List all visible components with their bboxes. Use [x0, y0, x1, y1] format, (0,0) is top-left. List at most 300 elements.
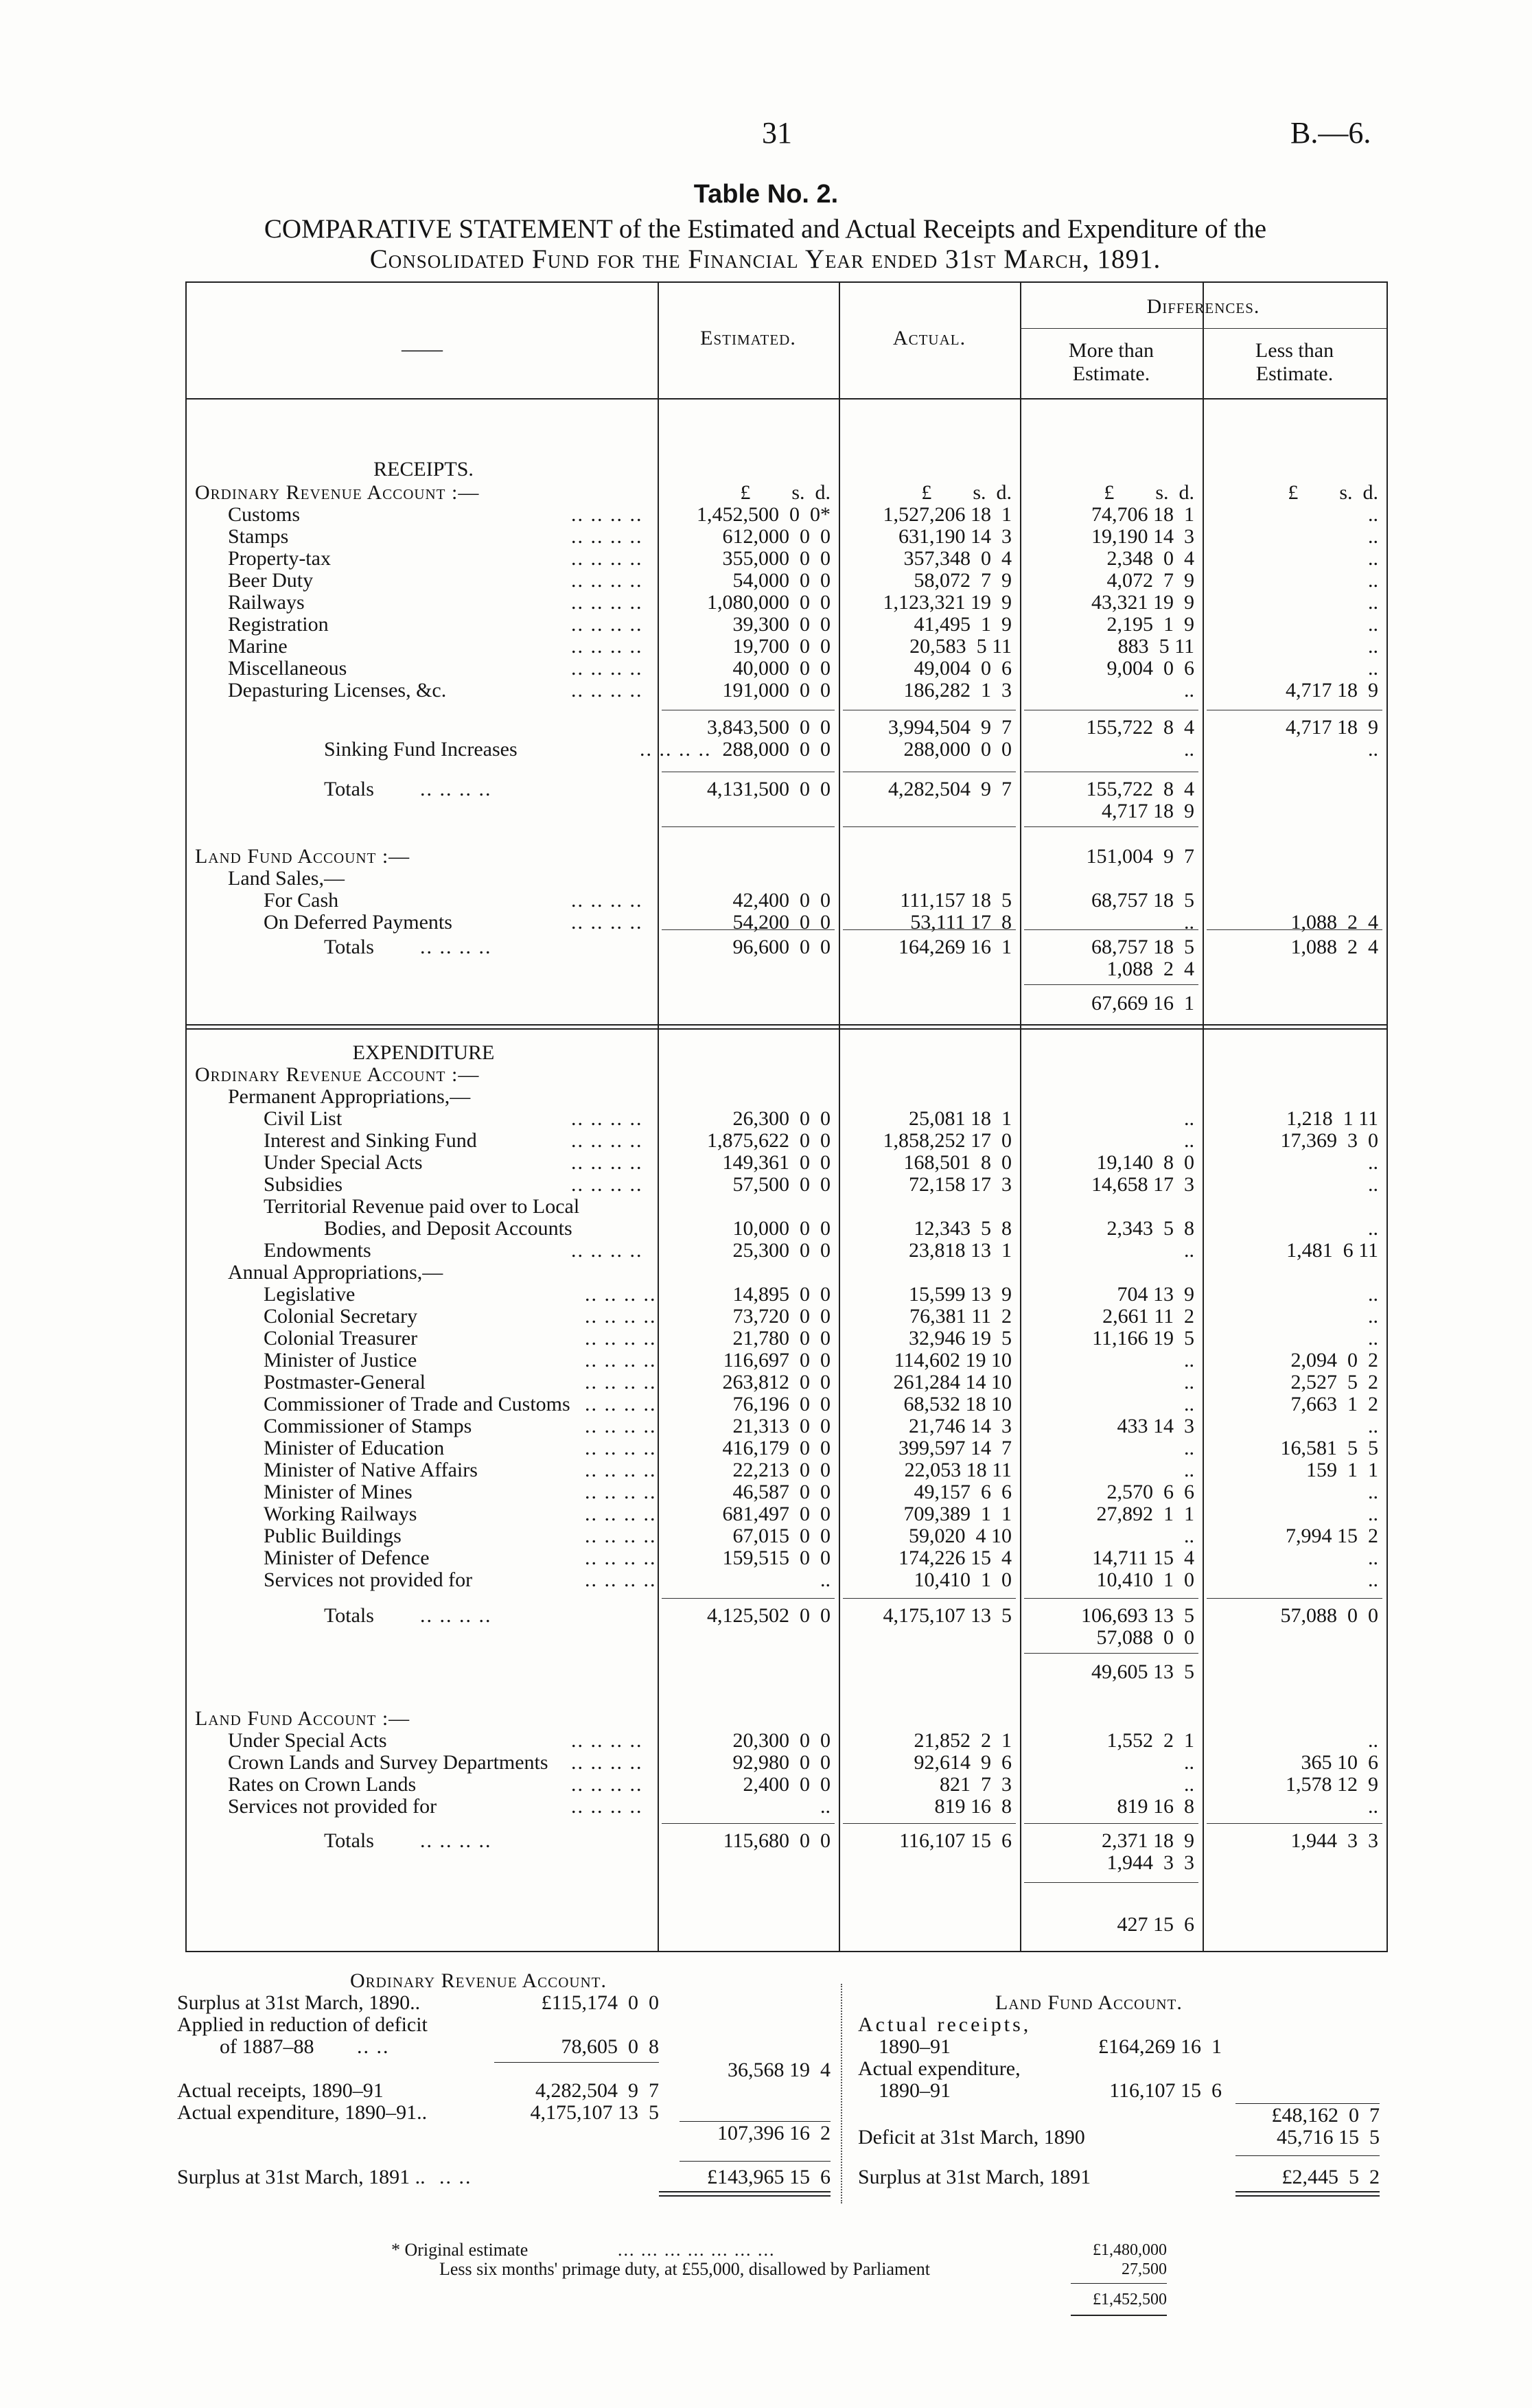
est-cell: 21,780 0 0 — [732, 1327, 831, 1350]
act-cell: 49,004 0 6 — [914, 657, 1012, 680]
row-label: Miscellaneous — [228, 657, 347, 680]
receipts-totals-row — [187, 778, 1386, 800]
summary-double-rule — [659, 2195, 831, 2197]
more-cell: .. — [1184, 911, 1194, 934]
act-cell: 76,381 11 2 — [909, 1305, 1012, 1328]
leader-dots: .. .. .. .. — [571, 1107, 643, 1130]
annual-row — [187, 1371, 1386, 1393]
est-cell: 2,400 0 0 — [743, 1773, 831, 1796]
est-cell: 355,000 0 0 — [722, 547, 831, 570]
act-cell: 164,269 16 1 — [898, 936, 1012, 958]
less-cell: .. — [1368, 591, 1378, 614]
more-cell: 1,088 2 4 — [1106, 958, 1194, 980]
less-cell: 2,094 0 2 — [1290, 1349, 1378, 1371]
land-exp-totals-row — [187, 1830, 1386, 1852]
territorial-row — [187, 1218, 1386, 1240]
less-cell: 1,944 3 3 — [1290, 1829, 1378, 1852]
summary-value: 4,282,504 9 7 — [535, 2079, 659, 2102]
less-cell: .. — [1368, 547, 1378, 570]
heading-line-1: COMPARATIVE STATEMENT of the Estimated and Actual Receipts and Expenditure of the — [264, 214, 1267, 244]
less-cell: .. — [1368, 503, 1378, 526]
more-cell: 14,711 15 4 — [1092, 1547, 1194, 1569]
row-label: Minister of Education — [264, 1437, 445, 1459]
leader-dots: .. .. .. .. — [571, 1173, 643, 1196]
leader-dots: .. .. .. .. — [585, 1459, 657, 1481]
more-cell: 155,722 8 4 — [1086, 716, 1194, 739]
summary-line: Actual expenditure, 1890–91.. — [177, 2101, 428, 2124]
act-cell: 357,348 0 4 — [903, 547, 1012, 570]
more-cell: 67,669 16 1 — [1091, 992, 1194, 1015]
row-label: Minister of Mines — [264, 1481, 413, 1503]
less-cell: .. — [1368, 1568, 1378, 1591]
row-label: Land Fund Account :— — [195, 1707, 410, 1730]
row-label: Territorial Revenue paid over to Local — [264, 1195, 580, 1218]
summary-line: 1890–91 — [879, 2079, 951, 2102]
row-label: Interest and Sinking Fund — [264, 1129, 477, 1152]
section-heading — [187, 1262, 1386, 1284]
est-cell: 40,000 0 0 — [732, 657, 831, 680]
more-cell: .. — [1184, 679, 1194, 702]
more-cell: 2,570 6 6 — [1106, 1481, 1194, 1503]
summary-value: 4,175,107 13 5 — [530, 2101, 659, 2124]
est-cell: 67,015 0 0 — [732, 1525, 831, 1547]
summary-value: 107,396 16 2 — [717, 2122, 831, 2144]
act-cell: 21,746 14 3 — [909, 1415, 1012, 1437]
leader-dots: .. .. — [439, 2166, 472, 2188]
less-cell: .. — [1368, 1217, 1378, 1240]
more-cell: 106,693 13 5 — [1081, 1604, 1194, 1627]
leader-dots: .. .. .. .. — [420, 936, 492, 958]
summary-value: 36,568 19 4 — [728, 2059, 831, 2081]
leader-dots: .. .. .. .. — [571, 1239, 643, 1262]
receipts-expenditure-divider — [187, 1024, 1386, 1030]
less-cell: .. — [1368, 1481, 1378, 1503]
summary-value: £164,269 16 1 — [1098, 2035, 1222, 2058]
summary-line: Actual receipts, — [858, 2013, 1032, 2036]
act-cell: 399,597 14 7 — [898, 1437, 1012, 1459]
act-cell: 819 16 8 — [934, 1795, 1012, 1818]
row-label: Civil List — [264, 1107, 343, 1130]
more-cell: 10,410 1 0 — [1096, 1568, 1194, 1591]
summary-line: of 1887–88 — [220, 2035, 314, 2058]
est-cell: 42,400 0 0 — [732, 889, 831, 912]
summary-double-rule — [1235, 2195, 1380, 2197]
sum-rule — [843, 1598, 1016, 1599]
footnote-rule — [1071, 2283, 1167, 2284]
header-more: More than Estimate. — [1068, 339, 1154, 385]
est-cell: 76,196 0 0 — [732, 1393, 831, 1415]
more-cell: .. — [1184, 1349, 1194, 1371]
header-dash: —— — [402, 338, 443, 360]
row-label: Land Fund Account :— — [195, 845, 410, 868]
more-cell: .. — [1184, 1107, 1194, 1130]
sum-rule — [1024, 1598, 1198, 1599]
summary-value: £143,965 15 6 — [707, 2166, 831, 2188]
more-cell: 27,892 1 1 — [1096, 1503, 1194, 1525]
permanent-row — [187, 1152, 1386, 1174]
annual-row — [187, 1306, 1386, 1328]
receipt-row — [187, 504, 1386, 526]
less-cell: 7,663 1 2 — [1290, 1393, 1378, 1415]
less-cell: 1,218 1 11 — [1286, 1107, 1378, 1130]
sum-rule — [1024, 1653, 1198, 1654]
est-cell: 92,980 0 0 — [732, 1751, 831, 1774]
est-cell: 21,313 0 0 — [732, 1415, 831, 1437]
more-cell: 4,717 18 9 — [1102, 800, 1194, 822]
less-cell: 17,369 3 0 — [1280, 1129, 1378, 1152]
land-totals-row — [187, 936, 1386, 958]
est-cell: 1,080,000 0 0 — [707, 591, 831, 614]
row-label: Beer Duty — [228, 569, 314, 592]
footnote-line: Less six months' primage duty, at £55,000, disallowed by Parliament — [439, 2259, 931, 2279]
est-cell: 19,700 0 0 — [732, 635, 831, 658]
act-cell: 59,020 4 10 — [909, 1525, 1012, 1547]
less-cell: .. — [1368, 657, 1378, 680]
less-cell: .. — [1368, 1729, 1378, 1752]
less-cell: .. — [1368, 1151, 1378, 1174]
less-cell: .. — [1368, 1173, 1378, 1196]
more-cell: .. — [1184, 1129, 1194, 1152]
more-cell: £ s. d. — [1104, 481, 1194, 504]
row-label: Minister of Native Affairs — [264, 1459, 478, 1481]
more-cell: 11,166 19 5 — [1092, 1327, 1194, 1350]
sum-rule — [1024, 929, 1198, 930]
leader-dots: .. .. .. .. — [585, 1481, 657, 1503]
more-cell: .. — [1184, 1371, 1194, 1393]
act-cell: 114,602 19 10 — [894, 1349, 1012, 1371]
less-cell: 1,578 12 9 — [1286, 1773, 1378, 1796]
less-cell: 7,994 15 2 — [1286, 1525, 1378, 1547]
leader-dots: .. .. .. .. — [420, 1604, 492, 1627]
est-cell: 54,200 0 0 — [732, 911, 831, 934]
more-cell: 57,088 0 0 — [1096, 1626, 1194, 1649]
act-cell: 22,053 18 11 — [904, 1459, 1012, 1481]
statement-heading — [137, 214, 1393, 275]
row-label: Postmaster-General — [264, 1371, 426, 1393]
est-cell: 57,500 0 0 — [732, 1173, 831, 1196]
est-cell: 116,697 0 0 — [723, 1349, 831, 1371]
less-cell: 365 10 6 — [1301, 1751, 1378, 1774]
annual-row — [187, 1393, 1386, 1415]
more-cell: .. — [1184, 1773, 1194, 1796]
less-cell: 16,581 5 5 — [1280, 1437, 1378, 1459]
act-cell: 4,282,504 9 7 — [888, 778, 1012, 800]
less-cell: .. — [1368, 525, 1378, 548]
receipt-row — [187, 548, 1386, 570]
summary-line: Surplus at 31st March, 1890.. — [177, 1991, 421, 2014]
row-label: Colonial Treasurer — [264, 1327, 418, 1350]
leader-dots: .. .. .. .. — [585, 1327, 657, 1350]
row-label: Sinking Fund Increases — [324, 738, 518, 761]
sum-rule — [843, 1823, 1016, 1824]
less-cell: .. — [1368, 1795, 1378, 1818]
land-sales-row — [187, 912, 1386, 934]
act-cell: 3,994,504 9 7 — [888, 716, 1012, 739]
act-cell: 1,527,206 18 1 — [883, 503, 1012, 526]
row-label: Land Sales,— — [228, 867, 345, 890]
row-label: Property-tax — [228, 547, 331, 570]
act-cell: 25,081 18 1 — [909, 1107, 1012, 1130]
row-label: Minister of Justice — [264, 1349, 417, 1371]
more-cell: 433 14 3 — [1117, 1415, 1194, 1437]
est-cell: 416,179 0 0 — [722, 1437, 831, 1459]
annual-row — [187, 1569, 1386, 1591]
annual-row — [187, 1328, 1386, 1350]
annual-row — [187, 1525, 1386, 1547]
leader-dots: .. .. .. .. — [571, 635, 643, 658]
table-title: Table No. 2. — [693, 180, 839, 209]
heading-line-2: Consolidated Fund for the Financial Year ended 31st March, 1891. — [369, 244, 1161, 274]
less-cell: .. — [1368, 1283, 1378, 1306]
row-label: Commissioner of Stamps — [264, 1415, 472, 1437]
permanent-row — [187, 1108, 1386, 1130]
leader-dots: .. .. .. .. — [571, 525, 643, 548]
est-cell: 115,680 0 0 — [723, 1829, 831, 1852]
summary-value: 45,716 15 5 — [1277, 2126, 1380, 2149]
more-cell: 819 16 8 — [1117, 1795, 1194, 1818]
summary-line: 1890–91 — [879, 2035, 951, 2058]
est-cell: 149,361 0 0 — [722, 1151, 831, 1174]
summary-line: Surplus at 31st March, 1891 — [858, 2166, 1091, 2188]
more-cell: 2,195 1 9 — [1106, 613, 1194, 636]
more-cell: 43,321 19 9 — [1091, 591, 1194, 614]
summary-value: £48,162 0 7 — [1271, 2104, 1380, 2127]
less-cell: .. — [1368, 635, 1378, 658]
annual-row — [187, 1481, 1386, 1503]
annual-row — [187, 1459, 1386, 1481]
expenditure-net-row — [187, 1661, 1386, 1683]
header-less: Less than Estimate. — [1255, 339, 1334, 385]
diff-header-rule — [1020, 328, 1386, 329]
leader-dots: .. .. .. .. — [585, 1349, 657, 1371]
leader-dots: .. .. .. .. — [420, 778, 492, 800]
sum-rule — [662, 1823, 835, 1824]
act-cell: 32,946 19 5 — [909, 1327, 1012, 1350]
sum-rule — [1024, 1882, 1198, 1883]
summary-value: 78,605 0 8 — [561, 2035, 659, 2058]
est-cell: £ s. d. — [740, 481, 831, 504]
land-totals-row-2 — [187, 958, 1386, 980]
footnote-line: * Original estimate — [391, 2240, 529, 2260]
act-cell: 58,072 7 9 — [914, 569, 1012, 592]
leader-dots: .. .. .. .. — [571, 1151, 643, 1174]
act-cell: 68,532 18 10 — [903, 1393, 1012, 1415]
less-cell: .. — [1368, 613, 1378, 636]
more-cell: .. — [1184, 1525, 1194, 1547]
leader-dots: .. .. .. .. — [585, 1283, 657, 1306]
leader-dots: .. .. .. .. — [585, 1415, 657, 1437]
row-label: RECEIPTS. — [373, 458, 474, 481]
row-label: Legislative — [264, 1283, 356, 1306]
footnote-double-rule — [1071, 2315, 1167, 2316]
section-heading — [187, 868, 1386, 890]
receipt-row — [187, 658, 1386, 680]
est-cell: 46,587 0 0 — [732, 1481, 831, 1503]
act-cell: 12,343 5 8 — [914, 1217, 1012, 1240]
est-cell: 4,131,500 0 0 — [707, 778, 831, 800]
act-cell: 288,000 0 0 — [903, 738, 1012, 761]
less-cell: .. — [1368, 1327, 1378, 1350]
annual-row — [187, 1284, 1386, 1306]
row-label: For Cash — [264, 889, 339, 912]
more-cell: .. — [1184, 738, 1194, 761]
summary-rule — [494, 2062, 659, 2063]
header-estimated: Estimated. — [700, 327, 796, 349]
more-cell: 4,072 7 9 — [1106, 569, 1194, 592]
leader-dots: .. .. .. .. — [585, 1371, 657, 1393]
act-cell: 1,858,252 17 0 — [883, 1129, 1012, 1152]
section-heading — [187, 1708, 1386, 1730]
less-cell: 2,527 5 2 — [1290, 1371, 1378, 1393]
est-cell: 1,452,500 0 0* — [697, 503, 831, 526]
est-cell: 4,125,502 0 0 — [707, 1604, 831, 1627]
summary-value: £115,174 0 0 — [541, 1991, 659, 2014]
more-cell: 19,140 8 0 — [1096, 1151, 1194, 1174]
row-label: Totals — [324, 1604, 374, 1627]
more-cell: 74,706 18 1 — [1091, 503, 1194, 526]
less-cell: 57,088 0 0 — [1280, 1604, 1378, 1627]
est-cell: 159,515 0 0 — [722, 1547, 831, 1569]
annual-row — [187, 1547, 1386, 1569]
leader-dots: .. .. .. .. — [585, 1305, 657, 1328]
expenditure-totals-row — [187, 1605, 1386, 1627]
row-label: EXPENDITURE — [352, 1041, 495, 1064]
more-cell: 68,757 18 5 — [1091, 936, 1194, 958]
act-cell: 174,226 15 4 — [898, 1547, 1012, 1569]
leader-dots: .. .. .. .. — [571, 1795, 643, 1818]
less-cell: .. — [1368, 569, 1378, 592]
annual-row — [187, 1415, 1386, 1437]
section-heading — [187, 1086, 1386, 1108]
est-cell: 39,300 0 0 — [732, 613, 831, 636]
leader-dots: .. .. .. .. — [571, 591, 643, 614]
land-expenditure-row — [187, 1752, 1386, 1774]
leader-dots: .. .. .. .. — [571, 657, 643, 680]
summary-line: Actual expenditure, — [858, 2057, 1021, 2080]
less-cell: .. — [1368, 1305, 1378, 1328]
est-cell: 191,000 0 0 — [722, 679, 831, 702]
act-cell: 4,175,107 13 5 — [883, 1604, 1012, 1627]
row-label: Customs — [228, 503, 301, 526]
summary-value: £2,445 5 2 — [1281, 2166, 1380, 2188]
land-expenditure-row — [187, 1774, 1386, 1796]
est-cell: 96,600 0 0 — [732, 936, 831, 958]
endowments-row — [187, 1240, 1386, 1262]
section-heading — [187, 1196, 1386, 1218]
leader-dots: .. .. .. .. — [571, 503, 643, 526]
summary-line: Actual receipts, 1890–91 — [177, 2079, 384, 2102]
row-label: Registration — [228, 613, 329, 636]
less-cell: 4,717 18 9 — [1286, 679, 1378, 702]
less-cell: 1,088 2 4 — [1290, 911, 1378, 934]
summary-line: Surplus at 31st March, 1891 .. — [177, 2166, 426, 2188]
act-cell: 53,111 17 8 — [910, 911, 1012, 934]
row-label: Railways — [228, 591, 305, 614]
act-cell: 631,190 14 3 — [898, 525, 1012, 548]
row-label: Minister of Defence — [264, 1547, 430, 1569]
header-actual: Actual. — [892, 327, 966, 349]
more-cell: 2,343 5 8 — [1106, 1217, 1194, 1240]
act-cell: 21,852 2 1 — [914, 1729, 1012, 1752]
row-label: Stamps — [228, 525, 289, 548]
est-cell: 263,812 0 0 — [722, 1371, 831, 1393]
act-cell: 116,107 15 6 — [899, 1829, 1012, 1852]
act-cell: 111,157 18 5 — [900, 889, 1012, 912]
row-label: Services not provided for — [228, 1795, 437, 1818]
less-cell: .. — [1368, 1503, 1378, 1525]
est-cell: 1,875,622 0 0 — [707, 1129, 831, 1152]
act-cell: 709,389 1 1 — [903, 1503, 1012, 1525]
sum-rule — [1207, 929, 1382, 930]
est-cell: 26,300 0 0 — [732, 1107, 831, 1130]
summary-rule — [680, 2161, 831, 2162]
sum-rule — [843, 826, 1016, 827]
row-label: Crown Lands and Survey Departments — [228, 1751, 548, 1774]
sum-rule — [662, 826, 835, 827]
summary-rule — [1235, 2155, 1380, 2156]
row-label: Rates on Crown Lands — [228, 1773, 417, 1796]
row-label: Endowments — [264, 1239, 371, 1262]
act-cell: £ s. d. — [921, 481, 1012, 504]
act-cell: 72,158 17 3 — [909, 1173, 1012, 1196]
footnote-value: 27,500 — [1122, 2260, 1167, 2278]
leader-dots: .. .. .. .. — [571, 1729, 643, 1752]
page-code: B.—6. — [1290, 116, 1371, 150]
row-label: Ordinary Revenue Account :— — [195, 481, 480, 504]
leader-dots: .. .. .. .. — [571, 1129, 643, 1152]
summary-double-rule — [659, 2191, 831, 2192]
more-cell: .. — [1184, 1437, 1194, 1459]
act-cell: 1,123,321 19 9 — [883, 591, 1012, 614]
leader-dots: .. .. .. .. — [585, 1525, 657, 1547]
more-cell: 1,552 2 1 — [1106, 1729, 1194, 1752]
footnote-value: £1,452,500 — [1093, 2291, 1167, 2308]
more-cell: 2,371 18 9 — [1102, 1829, 1194, 1852]
more-cell: .. — [1184, 1751, 1194, 1774]
leader-dots: .. .. .. .. — [585, 1568, 657, 1591]
act-cell: 49,157 6 6 — [914, 1481, 1012, 1503]
expenditure-totals-row-2 — [187, 1627, 1386, 1649]
summary-value: 116,107 15 6 — [1109, 2079, 1222, 2102]
act-cell: 15,599 13 9 — [909, 1283, 1012, 1306]
permanent-row — [187, 1130, 1386, 1152]
sum-rule — [1207, 1823, 1382, 1824]
leader-dots: .. .. .. .. — [585, 1393, 657, 1415]
row-label: Commissioner of Trade and Customs — [264, 1393, 570, 1415]
sum-rule — [662, 1598, 835, 1599]
summary-line: Applied in reduction of deficit — [177, 2013, 428, 2036]
land-expenditure-row — [187, 1730, 1386, 1752]
act-cell: 261,284 14 10 — [893, 1371, 1012, 1393]
less-cell: 159 1 1 — [1306, 1459, 1378, 1481]
est-cell: 54,000 0 0 — [732, 569, 831, 592]
more-cell: 68,757 18 5 — [1091, 889, 1194, 912]
leader-dots: ... ... ... ... ... ... ... — [618, 2240, 776, 2260]
row-label: Bodies, and Deposit Accounts — [324, 1217, 572, 1240]
row-label: Marine — [228, 635, 288, 658]
land-net-row — [187, 993, 1386, 1015]
act-cell: 92,614 9 6 — [914, 1751, 1012, 1774]
act-cell: 821 7 3 — [940, 1773, 1012, 1796]
row-label: Permanent Appropriations,— — [228, 1085, 471, 1108]
est-cell: 73,720 0 0 — [732, 1305, 831, 1328]
comparative-table — [185, 281, 1388, 1952]
row-label: Depasturing Licenses, &c. — [228, 679, 447, 702]
sum-rule — [1024, 826, 1198, 827]
less-cell: 1,481 6 11 — [1286, 1239, 1378, 1262]
annual-row — [187, 1437, 1386, 1459]
leader-dots: .. .. .. .. — [585, 1547, 657, 1569]
